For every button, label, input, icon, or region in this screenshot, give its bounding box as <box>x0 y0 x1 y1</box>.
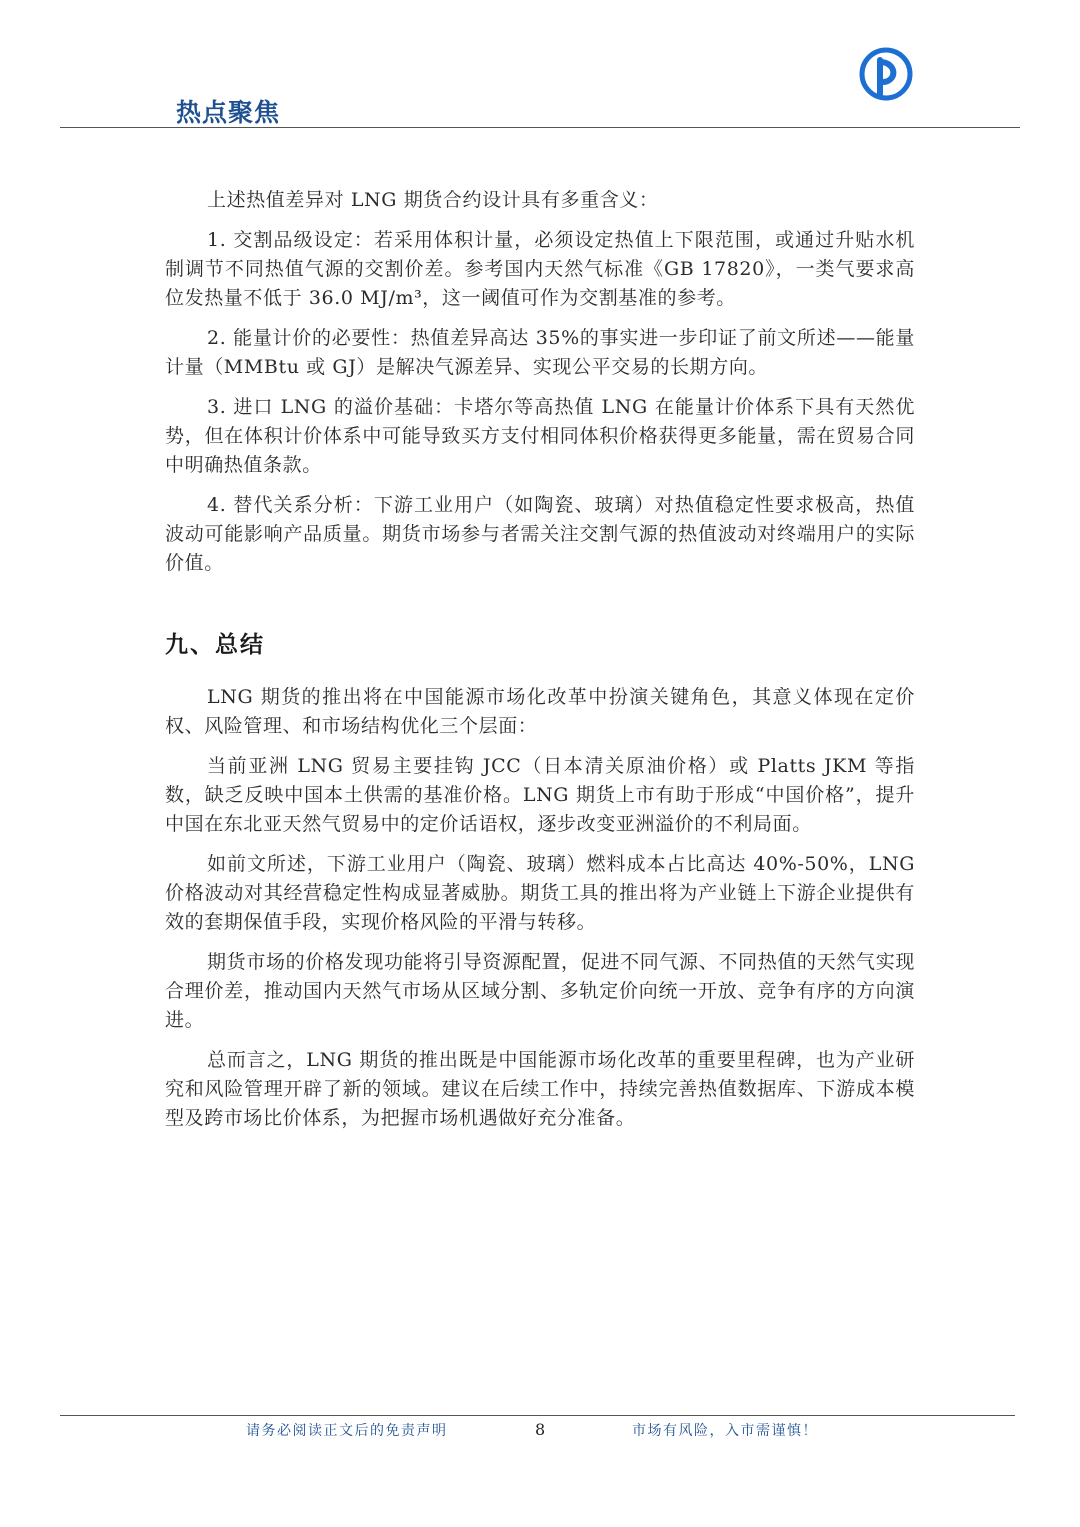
list-item: 3. 进口 LNG 的溢价基础：卡塔尔等高热值 LNG 在能量计价体系下具有天然优势，但在体积计价体系中可能导致买方支付相同体积价格获得更多能量，需在贸易合同中明确热值条款。 <box>165 396 915 476</box>
footer-disclaimer: 请务必阅读正文后的免责声明 <box>246 1423 448 1439</box>
section-title: 九、总结 <box>165 632 265 658</box>
footer-risk-warning: 市场有风险，入市需谨慎！ <box>632 1423 818 1439</box>
intro-paragraph: 上述热值差异对 LNG 期货合约设计具有多重含义： <box>207 189 659 211</box>
header-title: 热点聚焦 <box>176 98 281 127</box>
list-item: 4. 替代关系分析：下游工业用户（如陶瓷、玻璃）对热值稳定性要求极高，热值波动可能影响产品质量。期货市场参与者需关注交割气源的热值波动对终端用户的实际价值。 <box>165 494 915 574</box>
footer-divider <box>60 1415 1015 1416</box>
list-item: 1. 交割品级设定：若采用体积计量，必须设定热值上下限范围，或通过升贴水机制调节不同热值气源的交割价差。参考国内天然气标准《GB 17820》，一类气要求高位发热量不低于 36.0 MJ/m³，这一阈值可作为交割基准的参考。 <box>165 229 915 309</box>
summary-paragraph: 总而言之，LNG 期货的推出既是中国能源市场化改革的重要里程碑，也为产业研究和风险管理开辟了新的领域。建议在后续工作中，持续完善热值数据库、下游成本模型及跨市场比价体系，为把握市场机遇做好充分准备。 <box>165 1049 915 1129</box>
summary-paragraph: 当前亚洲 LNG 贸易主要挂钩 JCC（日本清关原油价格）或 Platts JKM 等指数，缺乏反映中国本土供需的基准价格。LNG 期货上市有助于形成“中国价格”，提升中国在东北亚天然气贸易中的定价话语权，逐步改变亚洲溢价的不利局面。 <box>165 755 915 835</box>
summary-paragraph: 期货市场的价格发现功能将引导资源配置，促进不同气源、不同热值的天然气实现合理价差，推动国内天然气市场从区域分割、多轨定价向统一开放、竞争有序的方向演进。 <box>165 951 915 1031</box>
header-divider <box>60 127 1020 128</box>
page-number: 8 <box>535 1420 547 1439</box>
summary-paragraph: LNG 期货的推出将在中国能源市场化改革中扮演关键角色，其意义体现在定价权、风险管理、和市场结构优化三个层面： <box>165 686 915 737</box>
summary-paragraph: 如前文所述，下游工业用户（陶瓷、玻璃）燃料成本占比高达 40%-50%，LNG 价格波动对其经营稳定性构成显著威胁。期货工具的推出将为产业链上下游企业提供有效的套期保值手段，实现价格风险的平滑与转移。 <box>165 853 915 933</box>
page-content <box>165 186 915 1144</box>
list-item: 2. 能量计价的必要性：热值差异高达 35%的事实进一步印证了前文所述——能量计量（MMBtu 或 GJ）是解决气源差异、实现公平交易的长期方向。 <box>165 327 915 378</box>
company-logo-icon <box>856 44 916 104</box>
